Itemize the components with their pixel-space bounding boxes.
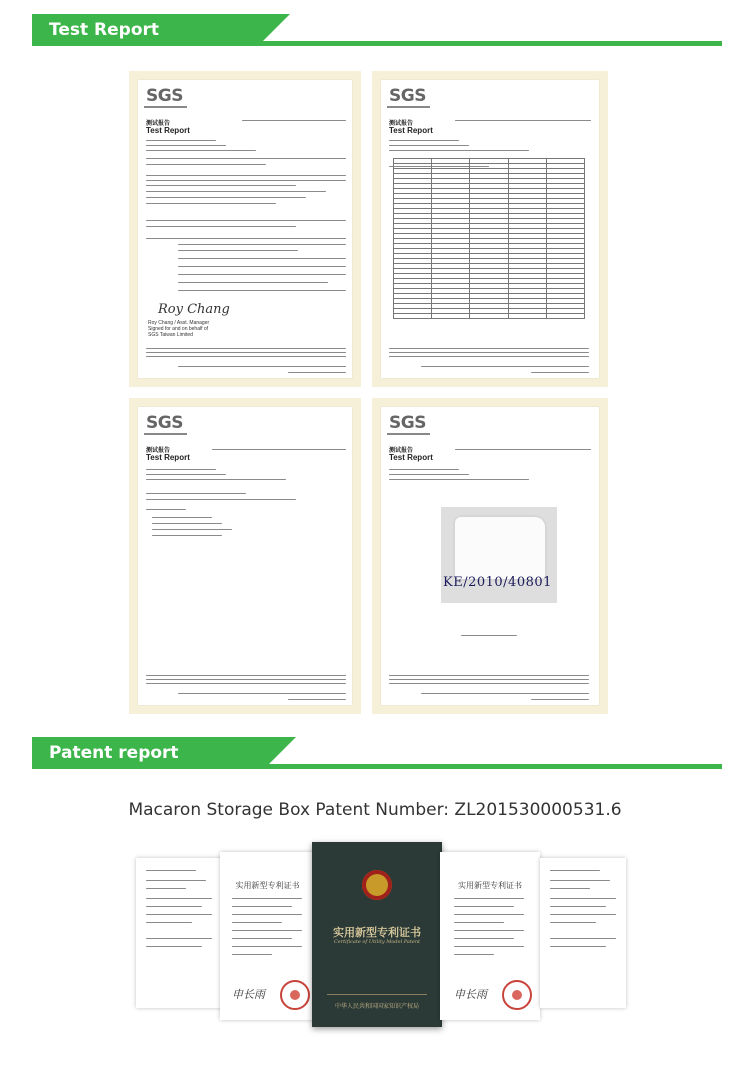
- sample-label: KE/2010/40801: [443, 575, 552, 590]
- report-title-cn: 测试报告: [389, 448, 414, 454]
- report-page-1: [129, 71, 361, 387]
- patent-doc-far-left: [136, 858, 222, 1008]
- patent-doc-right: [440, 852, 540, 1020]
- test-report-title: Test Report: [32, 14, 258, 46]
- banner-rule: [32, 41, 722, 46]
- report-title-cn: 测试报告: [389, 121, 414, 127]
- report-title-en: Test Report: [389, 453, 433, 462]
- doc-header: 实用新型专利证书: [458, 881, 522, 890]
- sgs-logo: SGS: [146, 413, 183, 433]
- sgs-logo: SGS: [389, 86, 426, 106]
- report-title-en: Test Report: [146, 126, 190, 135]
- test-report-banner: [32, 14, 722, 46]
- sample-bag: [455, 517, 545, 579]
- results-table: [393, 158, 585, 319]
- report-page-3-sheet: [138, 407, 352, 705]
- patent-certificate-cover: [312, 842, 442, 1027]
- national-emblem-icon: [362, 870, 392, 900]
- signature: Roy Chang: [158, 302, 230, 317]
- report-title-en: Test Report: [389, 126, 433, 135]
- report-page-2: [372, 71, 608, 387]
- issuer: 中华人民共和国国家知识产权局: [334, 1003, 419, 1010]
- report-title-en: Test Report: [146, 453, 190, 462]
- report-title-cn: 测试报告: [146, 121, 171, 127]
- director-signature: 申长雨: [454, 988, 487, 1001]
- patent-doc-far-right: [540, 858, 626, 1008]
- banner-rule: [32, 764, 722, 769]
- signoff-block: Roy Chang / Asst. Manager Signed for and on behalf of SGS Taiwan Limited: [148, 320, 210, 338]
- certificate-subtitle: Certificate of Utility Model Patent: [333, 939, 421, 945]
- patent-doc-left: [220, 852, 315, 1020]
- sgs-logo: SGS: [146, 86, 183, 106]
- official-seal: [502, 980, 532, 1010]
- report-page-4-sheet: [381, 407, 599, 705]
- report-title-cn: 测试报告: [146, 448, 171, 454]
- sample-photo: [441, 507, 557, 603]
- report-page-2-sheet: [381, 80, 599, 378]
- patent-report-title: Patent report: [32, 737, 264, 769]
- report-page-4: [372, 398, 608, 714]
- official-seal: [280, 980, 310, 1010]
- doc-header: 实用新型专利证书: [235, 881, 300, 890]
- report-page-3: [129, 398, 361, 714]
- patent-heading: Macaron Storage Box Patent Number: ZL201530000531.6: [128, 800, 622, 820]
- report-page-1-sheet: [138, 80, 352, 378]
- patent-report-banner: [32, 737, 722, 769]
- sgs-logo: SGS: [389, 413, 426, 433]
- certificate-title: 实用新型专利证书: [333, 926, 421, 939]
- director-signature: 申长雨: [232, 988, 265, 1001]
